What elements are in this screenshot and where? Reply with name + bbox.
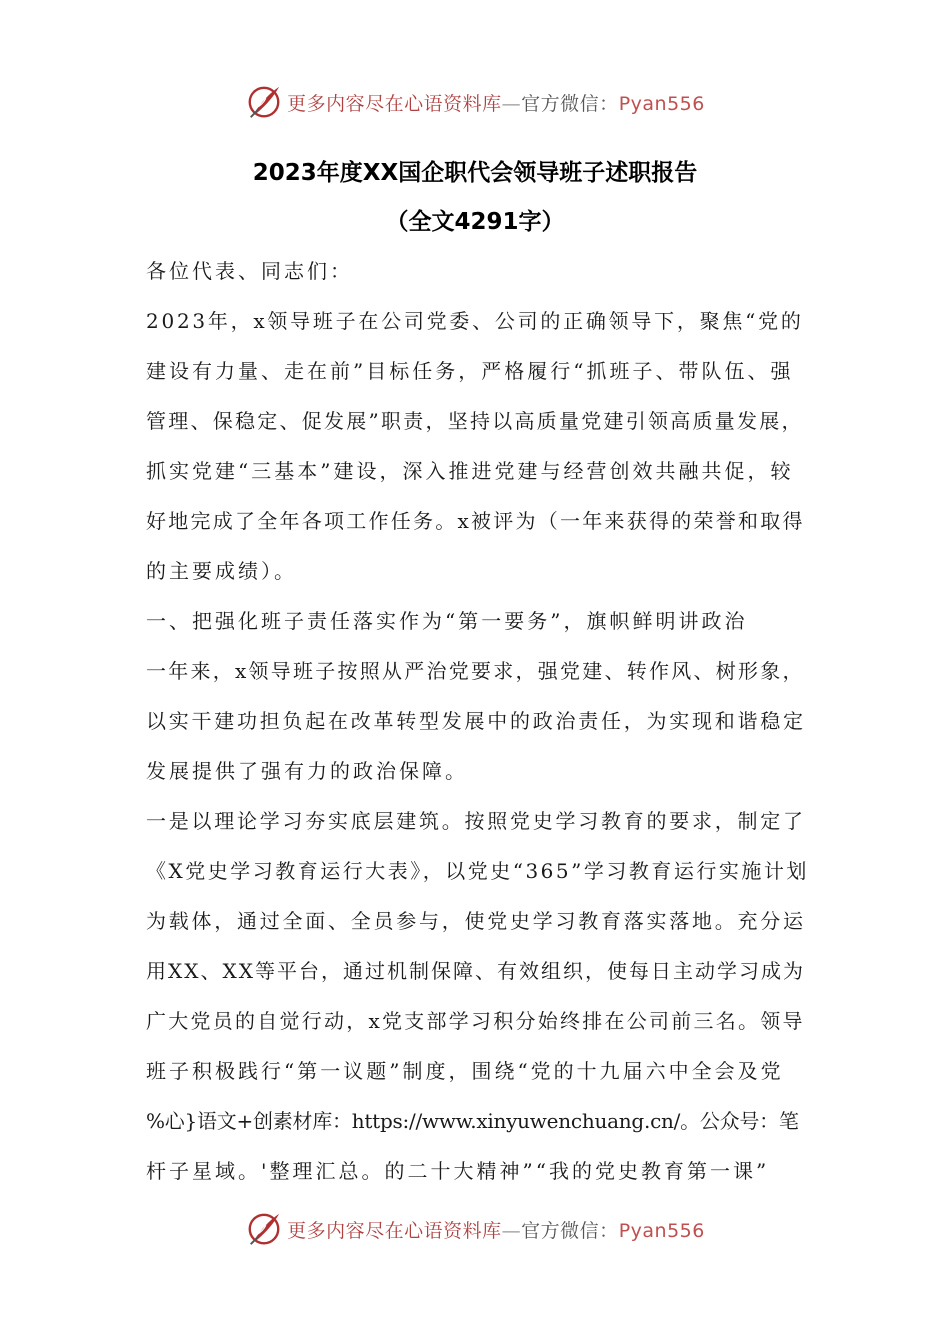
text-line: 《X党史学习教育运行大表》，以党史“365”学习教育运行实施计划 bbox=[146, 859, 809, 883]
banner-text bbox=[287, 1216, 705, 1243]
header-banner bbox=[0, 80, 950, 124]
banner-official-label: 官方微信： bbox=[521, 92, 619, 115]
banner-site-name: 更多内容尽在心语资料库 bbox=[287, 1219, 502, 1242]
text-line: 广大党员的自觉行动，x党支部学习积分始终排在公司前三名。领导 bbox=[146, 1009, 805, 1033]
document-body bbox=[146, 246, 808, 1196]
banner-dash: — bbox=[501, 92, 522, 115]
text-line: 用XX、XX等平台，通过机制保障、有效组织，使每日主动学习成为 bbox=[146, 959, 805, 983]
footer-banner bbox=[0, 1207, 950, 1251]
text-line: 以实干建功担负起在改革转型发展中的政治责任，为实现和谐稳定 bbox=[146, 709, 806, 733]
text-line: 一是以理论学习夯实底层建筑。按照党史学习教育的要求，制定了 bbox=[146, 809, 806, 833]
quill-logo-icon bbox=[245, 83, 283, 121]
document-title: 2023年度XX国企职代会领导班子述职报告 bbox=[252, 160, 698, 186]
section-heading: 一、把强化班子责任落实作为“第一要务”，旗帜鲜明讲政治 bbox=[146, 609, 748, 633]
text-line: 抓实党建“三基本”建设，深入推进党建与经营创效共融共促，较 bbox=[146, 459, 794, 483]
banner-official-label: 官方微信： bbox=[521, 1219, 619, 1242]
banner-site-name: 更多内容尽在心语资料库 bbox=[287, 92, 502, 115]
text-line: 建设有力量、走在前”目标任务，严格履行“抓班子、带队伍、强 bbox=[146, 359, 794, 383]
text-line: 杆子星域。'整理汇总。的二十大精神”“我的党史教育第一课” bbox=[146, 1159, 770, 1183]
banner-text bbox=[287, 89, 705, 116]
text-line: 发展提供了强有力的政治保障。 bbox=[146, 759, 468, 783]
text-line: 管理、保稳定、促发展”职责，坚持以高质量党建引领高质量发展， bbox=[146, 409, 804, 433]
banner-dash: — bbox=[501, 1219, 522, 1242]
quill-logo-icon bbox=[245, 1210, 283, 1248]
text-line: 2023年，x领导班子在公司党委、公司的正确领导下，聚焦“党的 bbox=[146, 309, 804, 333]
banner-wechat-id: Pyan556 bbox=[618, 1219, 705, 1242]
text-line: 班子积极践行“第一议题”制度，围绕“党的十九届六中全会及党 bbox=[146, 1059, 784, 1083]
text-line: 为载体，通过全面、全员参与，使党史学习教育落实落地。充分运 bbox=[146, 909, 806, 933]
text-line: 一年来，x领导班子按照从严治党要求，强党建、转作风、树形象， bbox=[146, 659, 805, 683]
document-subtitle: （全文4291字） bbox=[385, 209, 565, 235]
watermark-line: %心}语文+创素材库：https://www.xinyuwenchuang.cn/。公众号：笔 bbox=[146, 1109, 799, 1133]
text-line: 好地完成了全年各项工作任务。x被评为（一年来获得的荣誉和取得 bbox=[146, 509, 805, 533]
banner-wechat-id: Pyan556 bbox=[618, 92, 705, 115]
text-line: 各位代表、同志们： bbox=[146, 259, 353, 283]
text-line: 的主要成绩）。 bbox=[146, 559, 297, 583]
